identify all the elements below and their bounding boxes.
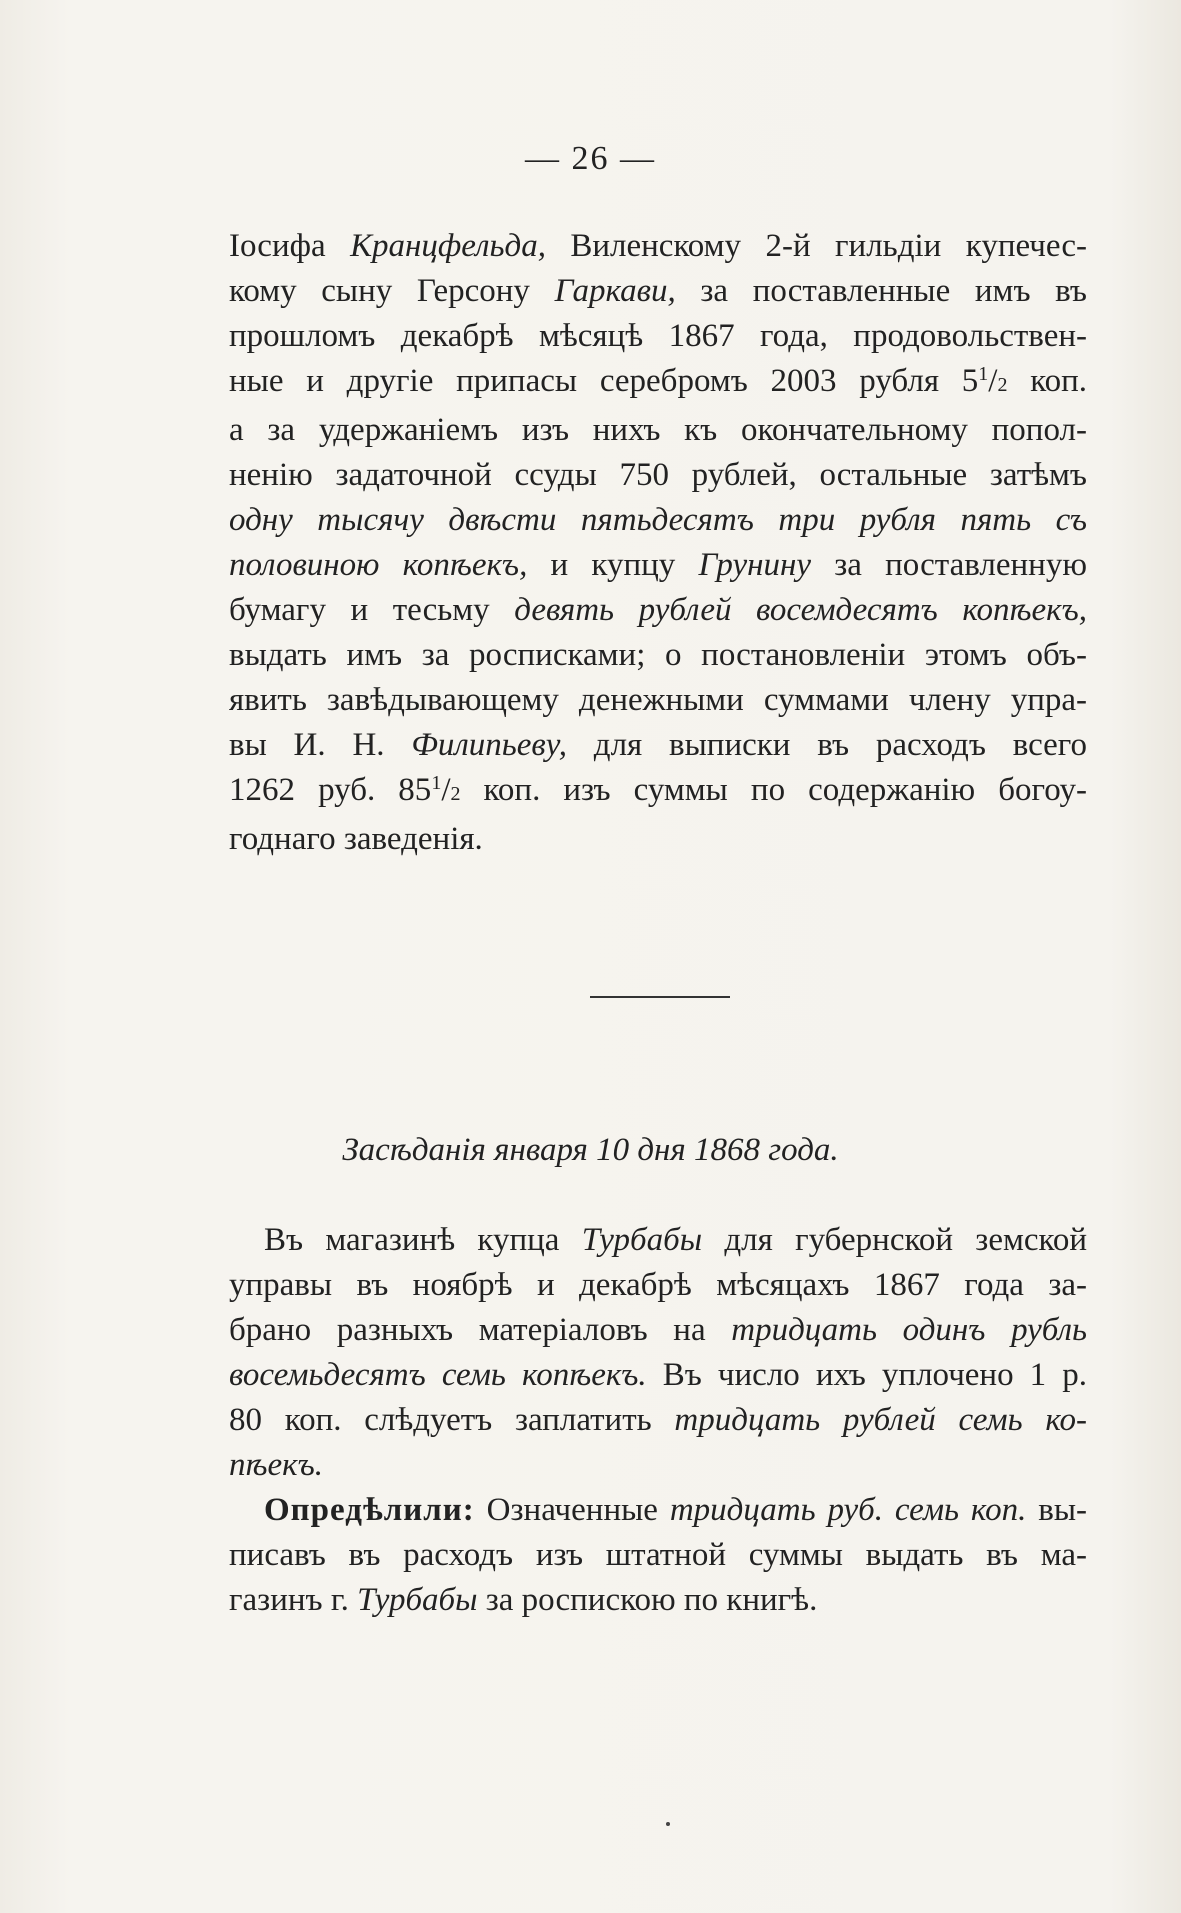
italic-segment: тридцать одинъ рубль [731, 1312, 1087, 1348]
fraction-denominator: 2 [997, 374, 1008, 396]
text-line [229, 678, 1087, 723]
text-line [229, 768, 1087, 817]
text-segment: 1262 руб. 85 [229, 772, 432, 808]
paragraph-resolution-determined [229, 1488, 1087, 1623]
paper-speck [666, 1822, 670, 1826]
paragraph-turbaba-store [229, 1218, 1087, 1488]
text-segment: вы И. Н. [229, 727, 412, 763]
paragraph-payment-resolution [229, 224, 1087, 862]
text-segment: для губернской земской [702, 1222, 1087, 1258]
text-line [229, 314, 1087, 359]
text-line [229, 588, 1087, 633]
text-line [229, 408, 1087, 453]
text-line [229, 1398, 1087, 1443]
italic-segment: Гаркави, [554, 273, 676, 309]
text-line [229, 1308, 1087, 1353]
session-heading: Засѣданія января 10 дня 1868 года. [342, 1132, 839, 1168]
text-line [229, 633, 1087, 678]
text-line [229, 1533, 1087, 1578]
text-line [229, 269, 1087, 314]
text-segment: прошломъ декабрѣ мѣсяцѣ 1867 года, продовольствен- [229, 318, 1087, 354]
fraction-denominator: 2 [450, 783, 461, 805]
text-line [229, 1488, 1087, 1533]
text-segment: и купцу [527, 547, 699, 583]
text-segment: для выписки въ расходъ всего [567, 727, 1087, 763]
text-segment: / [441, 772, 451, 808]
text-line [229, 1353, 1087, 1398]
italic-segment: тридцать руб. семь коп. [669, 1492, 1027, 1528]
text-line [229, 1218, 1087, 1263]
fraction-numerator: 1 [431, 772, 442, 794]
text-segment: явить завѣдывающему денежными суммами члену упра- [229, 682, 1087, 718]
text-segment: 80 коп. слѣдуетъ заплатить [229, 1402, 675, 1438]
text-line [229, 1443, 1087, 1488]
text-segment: Въ число ихъ уплочено 1 р. [646, 1357, 1087, 1393]
text-segment: за поставленную [811, 547, 1087, 583]
fraction-numerator: 1 [978, 363, 989, 385]
italic-segment: Турбабы [357, 1582, 478, 1618]
italic-segment: одну тысячу двѣсти пятьдесятъ три рубля пять съ [229, 502, 1087, 538]
text-line [229, 1263, 1087, 1308]
text-line [229, 498, 1087, 543]
text-segment: а за удержаніемъ изъ нихъ къ окончательному попол- [229, 412, 1087, 448]
text-segment: писавъ въ расходъ изъ штатной суммы выдать въ ма- [229, 1537, 1087, 1573]
text-line [229, 817, 1087, 862]
page-number: — 26 — [525, 140, 656, 177]
text-segment: вы- [1026, 1492, 1087, 1528]
italic-segment: девять рублей восемдесятъ копѣекъ, [514, 592, 1087, 628]
italic-segment: Кранцфельда, [350, 228, 546, 264]
text-segment: ные и другіе припасы серебромъ 2003 рубля 5 [229, 363, 979, 399]
text-segment: газинъ г. [229, 1582, 358, 1618]
text-segment: за роспискою по книгѣ. [477, 1582, 818, 1618]
italic-segment: Грунину [698, 547, 812, 583]
italic-segment: Турбабы [581, 1222, 703, 1258]
italic-segment: половиною копѣекъ, [229, 547, 528, 583]
italic-segment: Филипьеву, [411, 727, 567, 763]
text-line [229, 723, 1087, 768]
text-segment: управы въ ноябрѣ и декабрѣ мѣсяцахъ 1867 года за- [229, 1267, 1087, 1303]
text-segment: кому сыну Герсону [229, 273, 555, 309]
text-segment: Виленскому 2-й гильдіи купечес- [545, 228, 1087, 264]
text-line [229, 1578, 1087, 1623]
italic-segment: восемьдесятъ семь копѣекъ. [229, 1357, 647, 1393]
text-segment: Означенные [474, 1492, 670, 1528]
text-segment: за поставленные имъ въ [675, 273, 1087, 309]
text-segment: выдать имъ за росписками; о постановленіи этомъ объ- [229, 637, 1087, 673]
text-segment: / [988, 363, 998, 399]
italic-segment: тридцать рублей семь ко- [674, 1402, 1087, 1438]
text-segment: коп. [1007, 363, 1087, 399]
italic-segment: пѣекъ. [229, 1447, 323, 1483]
text-line [229, 543, 1087, 588]
text-line [229, 453, 1087, 498]
text-line [229, 359, 1087, 408]
text-segment: бумагу и тесьму [229, 592, 515, 628]
text-segment: Въ магазинѣ купца [264, 1222, 582, 1258]
text-segment: коп. изъ суммы по содержанію богоу- [460, 772, 1087, 808]
text-line [229, 224, 1087, 269]
text-segment: брано разныхъ матеріаловъ на [229, 1312, 732, 1348]
text-segment: годнаго заведенія. [229, 821, 483, 857]
section-divider [590, 996, 730, 998]
text-segment: ненію задаточной ссуды 750 рублей, остальные затѣмъ [229, 457, 1087, 493]
text-segment: Іосифа [229, 228, 351, 264]
bold-segment: Опредѣлили: [264, 1492, 475, 1528]
